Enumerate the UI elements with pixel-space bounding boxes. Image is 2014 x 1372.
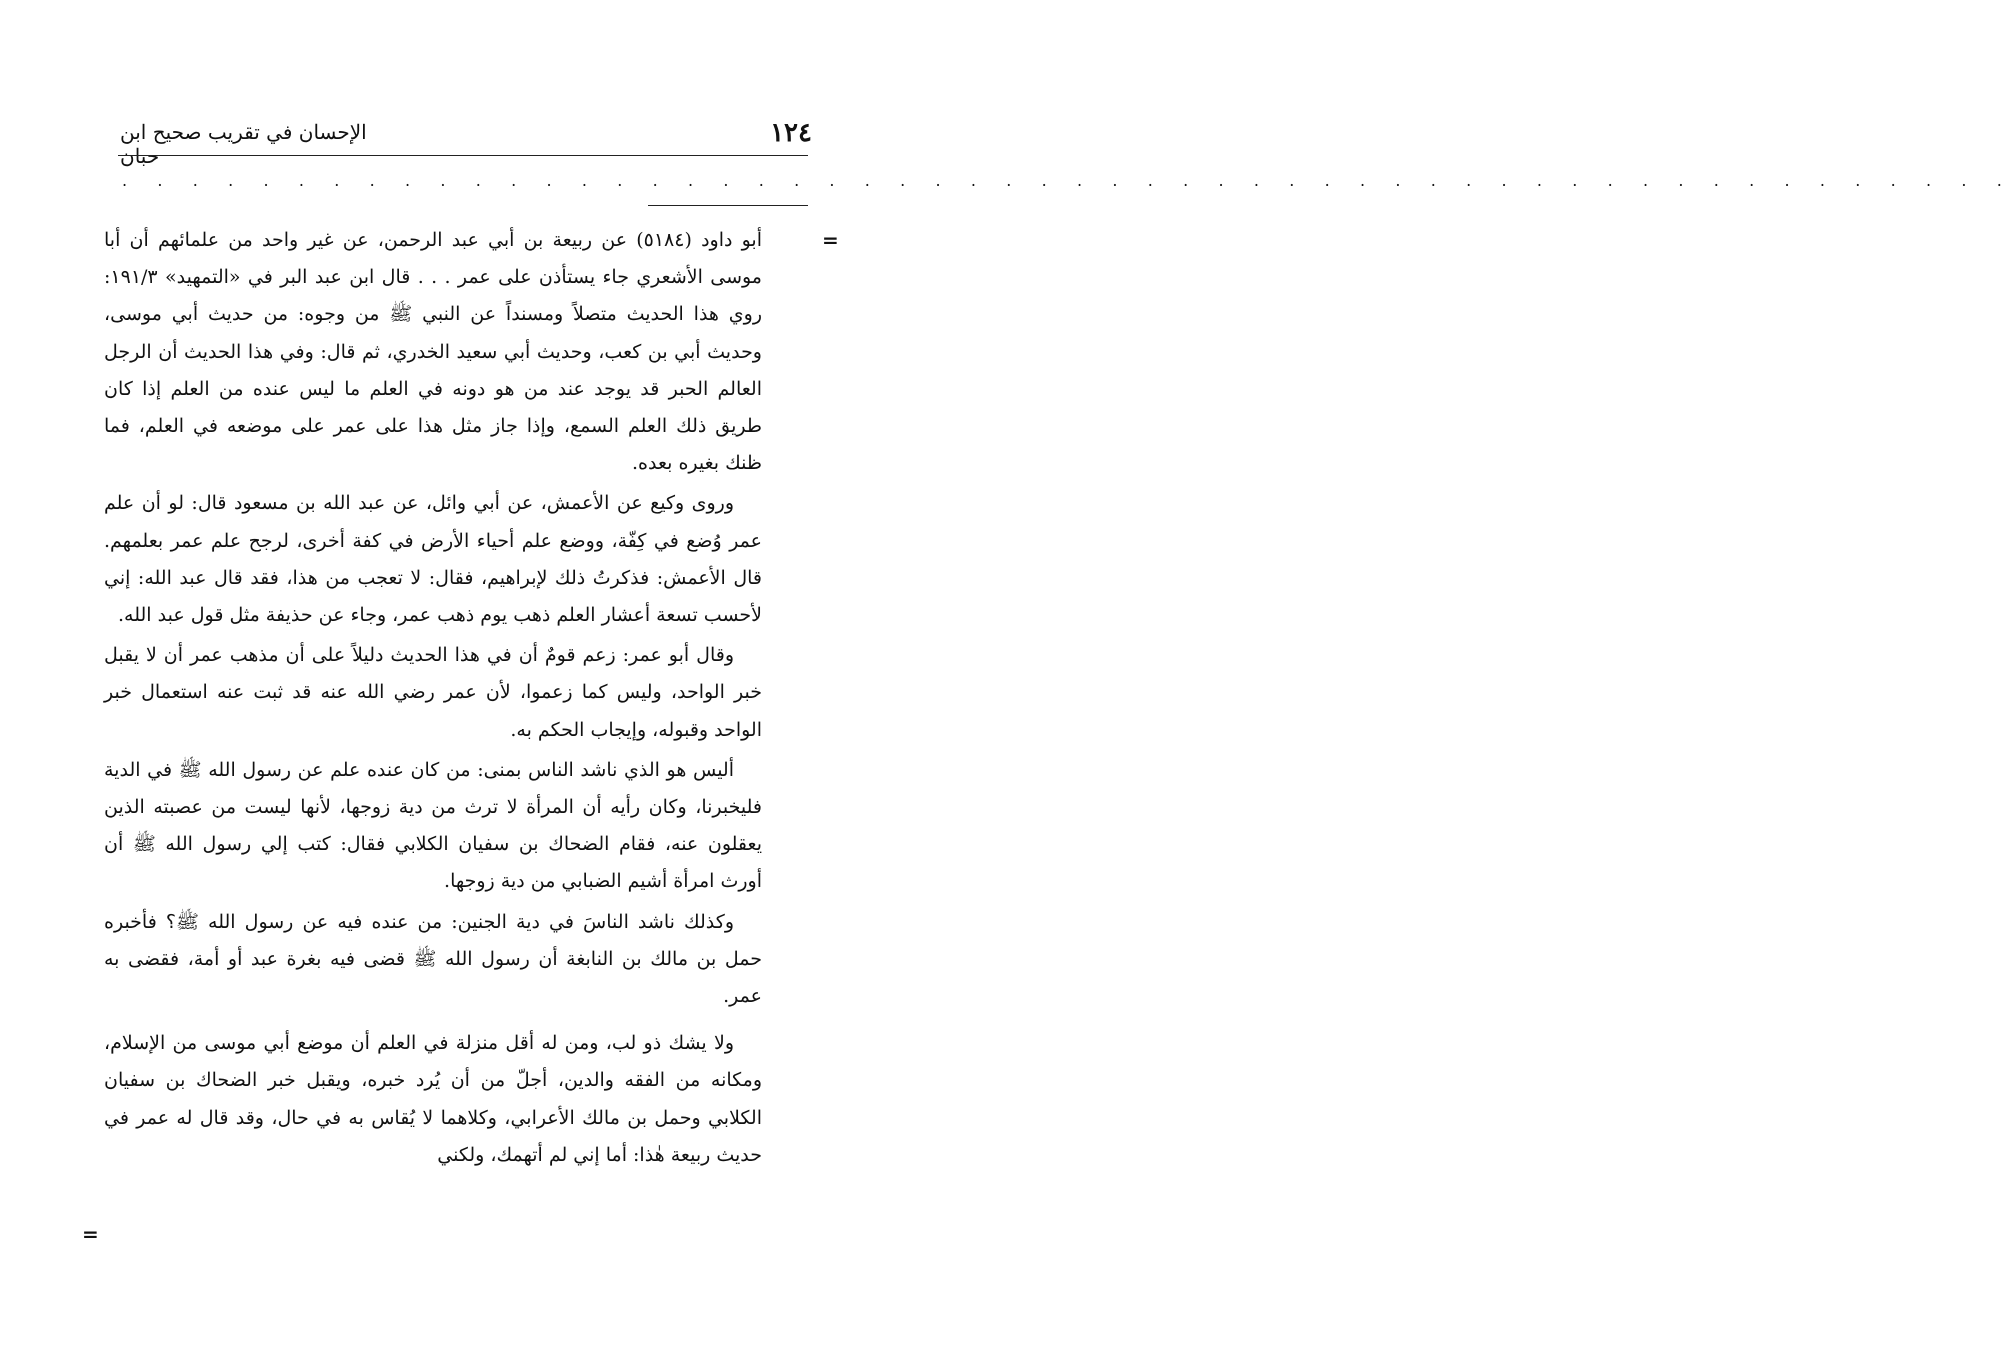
paragraph-2: وروى وكيع عن الأعمش، عن أبي وائل، عن عبد الله بن مسعود قال: لو أن علم عمر وُضع في كِفّة، ووضع علم أحياء الأرض في كفة أخرى، لرجح علم عمر بعلمهم. قال الأعمش: فذكرتُ ذلك لإبراهيم، فقال: لا تعجب من هذا، فقد قال عبد الله: إني لأحسب تسعة أعشار العلم ذهب يوم ذهب عمر، وجاء عن حذيفة مثل قول عبد الله. bbox=[104, 492, 762, 627]
paragraph-1: أبو داود (٥١٨٤) عن ربيعة بن أبي عبد الرحمن، عن غير واحد من علمائهم أن أبا موسى الأشعري جاء يستأذن على عمر . . . قال ابن عبد البر في «التمهيد» ١٩١/٣: روي هذا الحديث متصلاً ومسنداً عن النبي ﷺ من وجوه: من حديث أبي موسى، وحديث أبي بن كعب، وحديث أبي سعيد الخدري، ثم قال: وفي هذا الحديث أن الرجل العالم الحبر قد يوجد عند من هو دونه في العلم ما ليس عنده من العلم إذا كان طريق ذلك العلم السمع، وإذا جاز مثل هذا على عمر على موضعه في العلم، فما ظنك بغيره بعده. bbox=[104, 229, 763, 475]
paragraph-6: ولا يشك ذو لب، ومن له أقل منزلة في العلم أن موضع أبي موسى من الإسلام، ومكانه من الفقه والدين، أجلّ من أن يُرد خبره، ويقبل خبر الضحاك بن سفيان الكلابي وحمل بن مالك الأعرابي، وكلاهما لا يُقاس به في حال، وقد قال له عمر في حديث ربيعة هٰذا: أما إني لم أتهمك، ولكني bbox=[104, 1032, 762, 1166]
running-title: الإحسان في تقريب صحيح ابن حبان bbox=[120, 120, 367, 168]
paragraph-3: وقال أبو عمر: زعم قومٌ أن في هذا الحديث دليلاً على أن مذهب عمر أن لا يقبل خبر الواحد، وليس كما زعموا، لأن عمر رضي الله عنه قد ثبت عنه استعمال خبر الواحد وقبوله، وإيجاب الحكم به. bbox=[104, 644, 762, 741]
continuation-mark-bottom: = bbox=[82, 1222, 99, 1246]
dot-separator: . . . . . . . . . . . . . . . . . . . . . . . . . . . . . . . . . . . . . . . . . . . . . . . . . . . . . . bbox=[122, 171, 2014, 190]
page-number: ١٢٤ bbox=[770, 118, 812, 148]
paragraph-4: أليس هو الذي ناشد الناس بمنى: من كان عنده علم عن رسول الله ﷺ في الدية فليخبرنا، وكان رأيه أن المرأة لا ترث من دية زوجها، لأنها ليست من عصبته الذين يعقلون عنه، فقام الضحاك بن سفيان الكلابي فقال: كتب إلي رسول الله ﷺ أن أورث امرأة أشيم الضبابي من دية زوجها. bbox=[104, 758, 762, 893]
continuation-mark-top: = bbox=[822, 228, 839, 252]
body-text bbox=[104, 222, 762, 1282]
short-rule bbox=[648, 205, 808, 206]
header-rule bbox=[118, 155, 808, 156]
paragraph-5: وكذلك ناشد الناسَ في دية الجنين: من عنده فيه عن رسول الله ﷺ؟ فأخبره حمل بن مالك بن النابغة أن رسول الله ﷺ قضى فيه بغرة عبد أو أمة، فقضى به عمر. bbox=[104, 910, 762, 1008]
